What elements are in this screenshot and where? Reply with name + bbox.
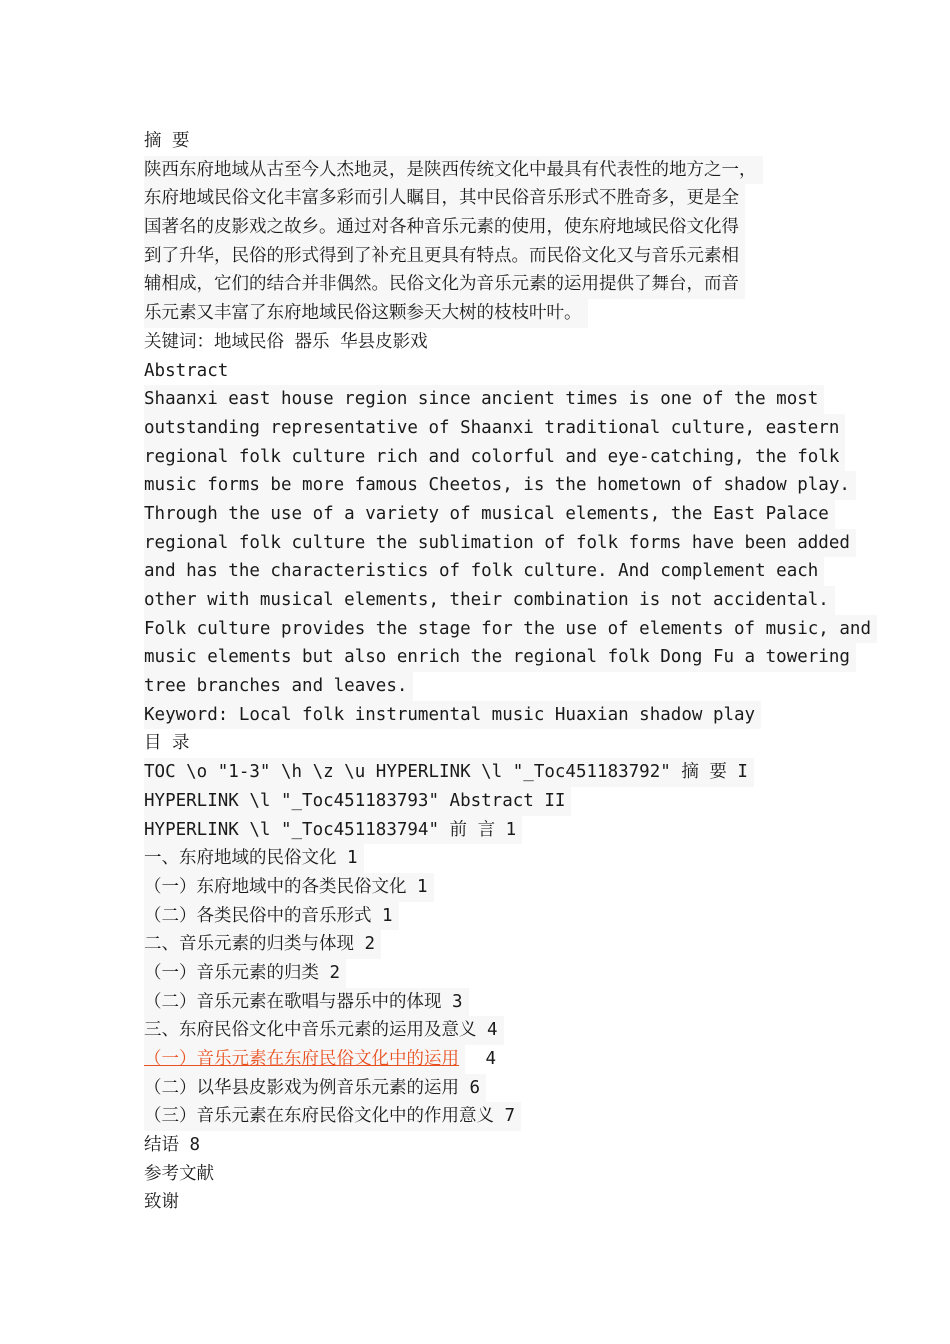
abstract-cn-body bbox=[144, 156, 844, 328]
abstract-en-line: music forms be more famous Cheetos, is the hometown of shadow play. bbox=[144, 471, 856, 500]
table-of-contents bbox=[144, 758, 844, 1217]
abstract-en-line: tree branches and leaves. bbox=[144, 672, 413, 701]
toc-entry: （二）以华县皮影戏为例音乐元素的运用 6 bbox=[144, 1074, 486, 1103]
abstract-cn-heading: 摘 要 bbox=[144, 131, 190, 151]
abstract-en-line: Folk culture provides the stage for the use of elements of music, and bbox=[144, 615, 877, 644]
toc-field-code: TOC \o "1-3" \h \z \u HYPERLINK \l "_Toc451183792" 摘 要 I bbox=[144, 758, 754, 787]
abstract-cn-line: 乐元素又丰富了东府地域民俗这颗参天大树的枝枝叶叶。 bbox=[144, 299, 588, 328]
toc-heading: 目 录 bbox=[144, 733, 190, 754]
abstract-cn-line: 到了升华，民俗的形式得到了补充且更具有特点。而民俗文化又与音乐元素相 bbox=[144, 242, 745, 271]
toc-field-code: HYPERLINK \l "_Toc451183794" 前 言 1 bbox=[144, 816, 522, 845]
toc-entry: （一）音乐元素的归类 2 bbox=[144, 959, 346, 988]
abstract-cn-line: 国著名的皮影戏之故乡。通过对各种音乐元素的使用，使东府地域民俗文化得 bbox=[144, 213, 745, 242]
toc-entry: 参考文献 bbox=[144, 1163, 214, 1184]
abstract-en-line: other with musical elements, their combination is not accidental. bbox=[144, 586, 835, 615]
abstract-en-body bbox=[144, 385, 871, 701]
toc-page-number: 4 bbox=[485, 1049, 497, 1069]
toc-entry-linked bbox=[144, 1045, 844, 1074]
abstract-en-line: regional folk culture rich and colorful and eye-catching, the folk bbox=[144, 443, 845, 472]
abstract-en-line: outstanding representative of Shaanxi traditional culture, eastern bbox=[144, 414, 845, 443]
toc-entry: （二）音乐元素在歌唱与器乐中的体现 3 bbox=[144, 988, 469, 1017]
toc-entry: 致谢 bbox=[144, 1192, 179, 1213]
abstract-cn-line: 辅相成，它们的结合并非偶然。民俗文化为音乐元素的运用提供了舞台，而音 bbox=[144, 270, 745, 299]
abstract-en-line: and has the characteristics of folk culture. And complement each bbox=[144, 557, 824, 586]
toc-entry: 三、东府民俗文化中音乐元素的运用及意义 4 bbox=[144, 1016, 504, 1045]
toc-entry: 二、音乐元素的归类与体现 2 bbox=[144, 930, 381, 959]
toc-entry: 结语 8 bbox=[144, 1135, 201, 1156]
abstract-en-line: Shaanxi east house region since ancient times is one of the most bbox=[144, 385, 824, 414]
abstract-en-line: Through the use of a variety of musical elements, the East Palace bbox=[144, 500, 835, 529]
toc-entry: （二）各类民俗中的音乐形式 1 bbox=[144, 902, 399, 931]
abstract-cn-keywords: 关键词：地域民俗 器乐 华县皮影戏 bbox=[144, 331, 428, 352]
document-page bbox=[144, 127, 871, 1217]
toc-entry: （一）东府地域中的各类民俗文化 1 bbox=[144, 873, 434, 902]
abstract-en-heading: Abstract bbox=[144, 360, 229, 381]
abstract-en-line: music elements but also enrich the regional folk Dong Fu a towering bbox=[144, 643, 856, 672]
abstract-en-keywords: Keyword: Local folk instrumental music Huaxian shadow play bbox=[144, 701, 761, 730]
toc-entry: 一、东府地域的民俗文化 1 bbox=[144, 844, 364, 873]
abstract-cn-line: 东府地域民俗文化丰富多彩而引人瞩目，其中民俗音乐形式不胜奇多，更是全 bbox=[144, 184, 745, 213]
abstract-en-line: regional folk culture the sublimation of folk forms have been added bbox=[144, 529, 856, 558]
toc-field-code: HYPERLINK \l "_Toc451183793" Abstract II bbox=[144, 787, 571, 816]
toc-hyperlink[interactable]: （一）音乐元素在东府民俗文化中的运用 bbox=[144, 1045, 465, 1074]
toc-entry: （三）音乐元素在东府民俗文化中的作用意义 7 bbox=[144, 1102, 521, 1131]
abstract-cn-line: 陕西东府地域从古至今人杰地灵，是陕西传统文化中最具有代表性的地方之一， bbox=[144, 156, 763, 185]
